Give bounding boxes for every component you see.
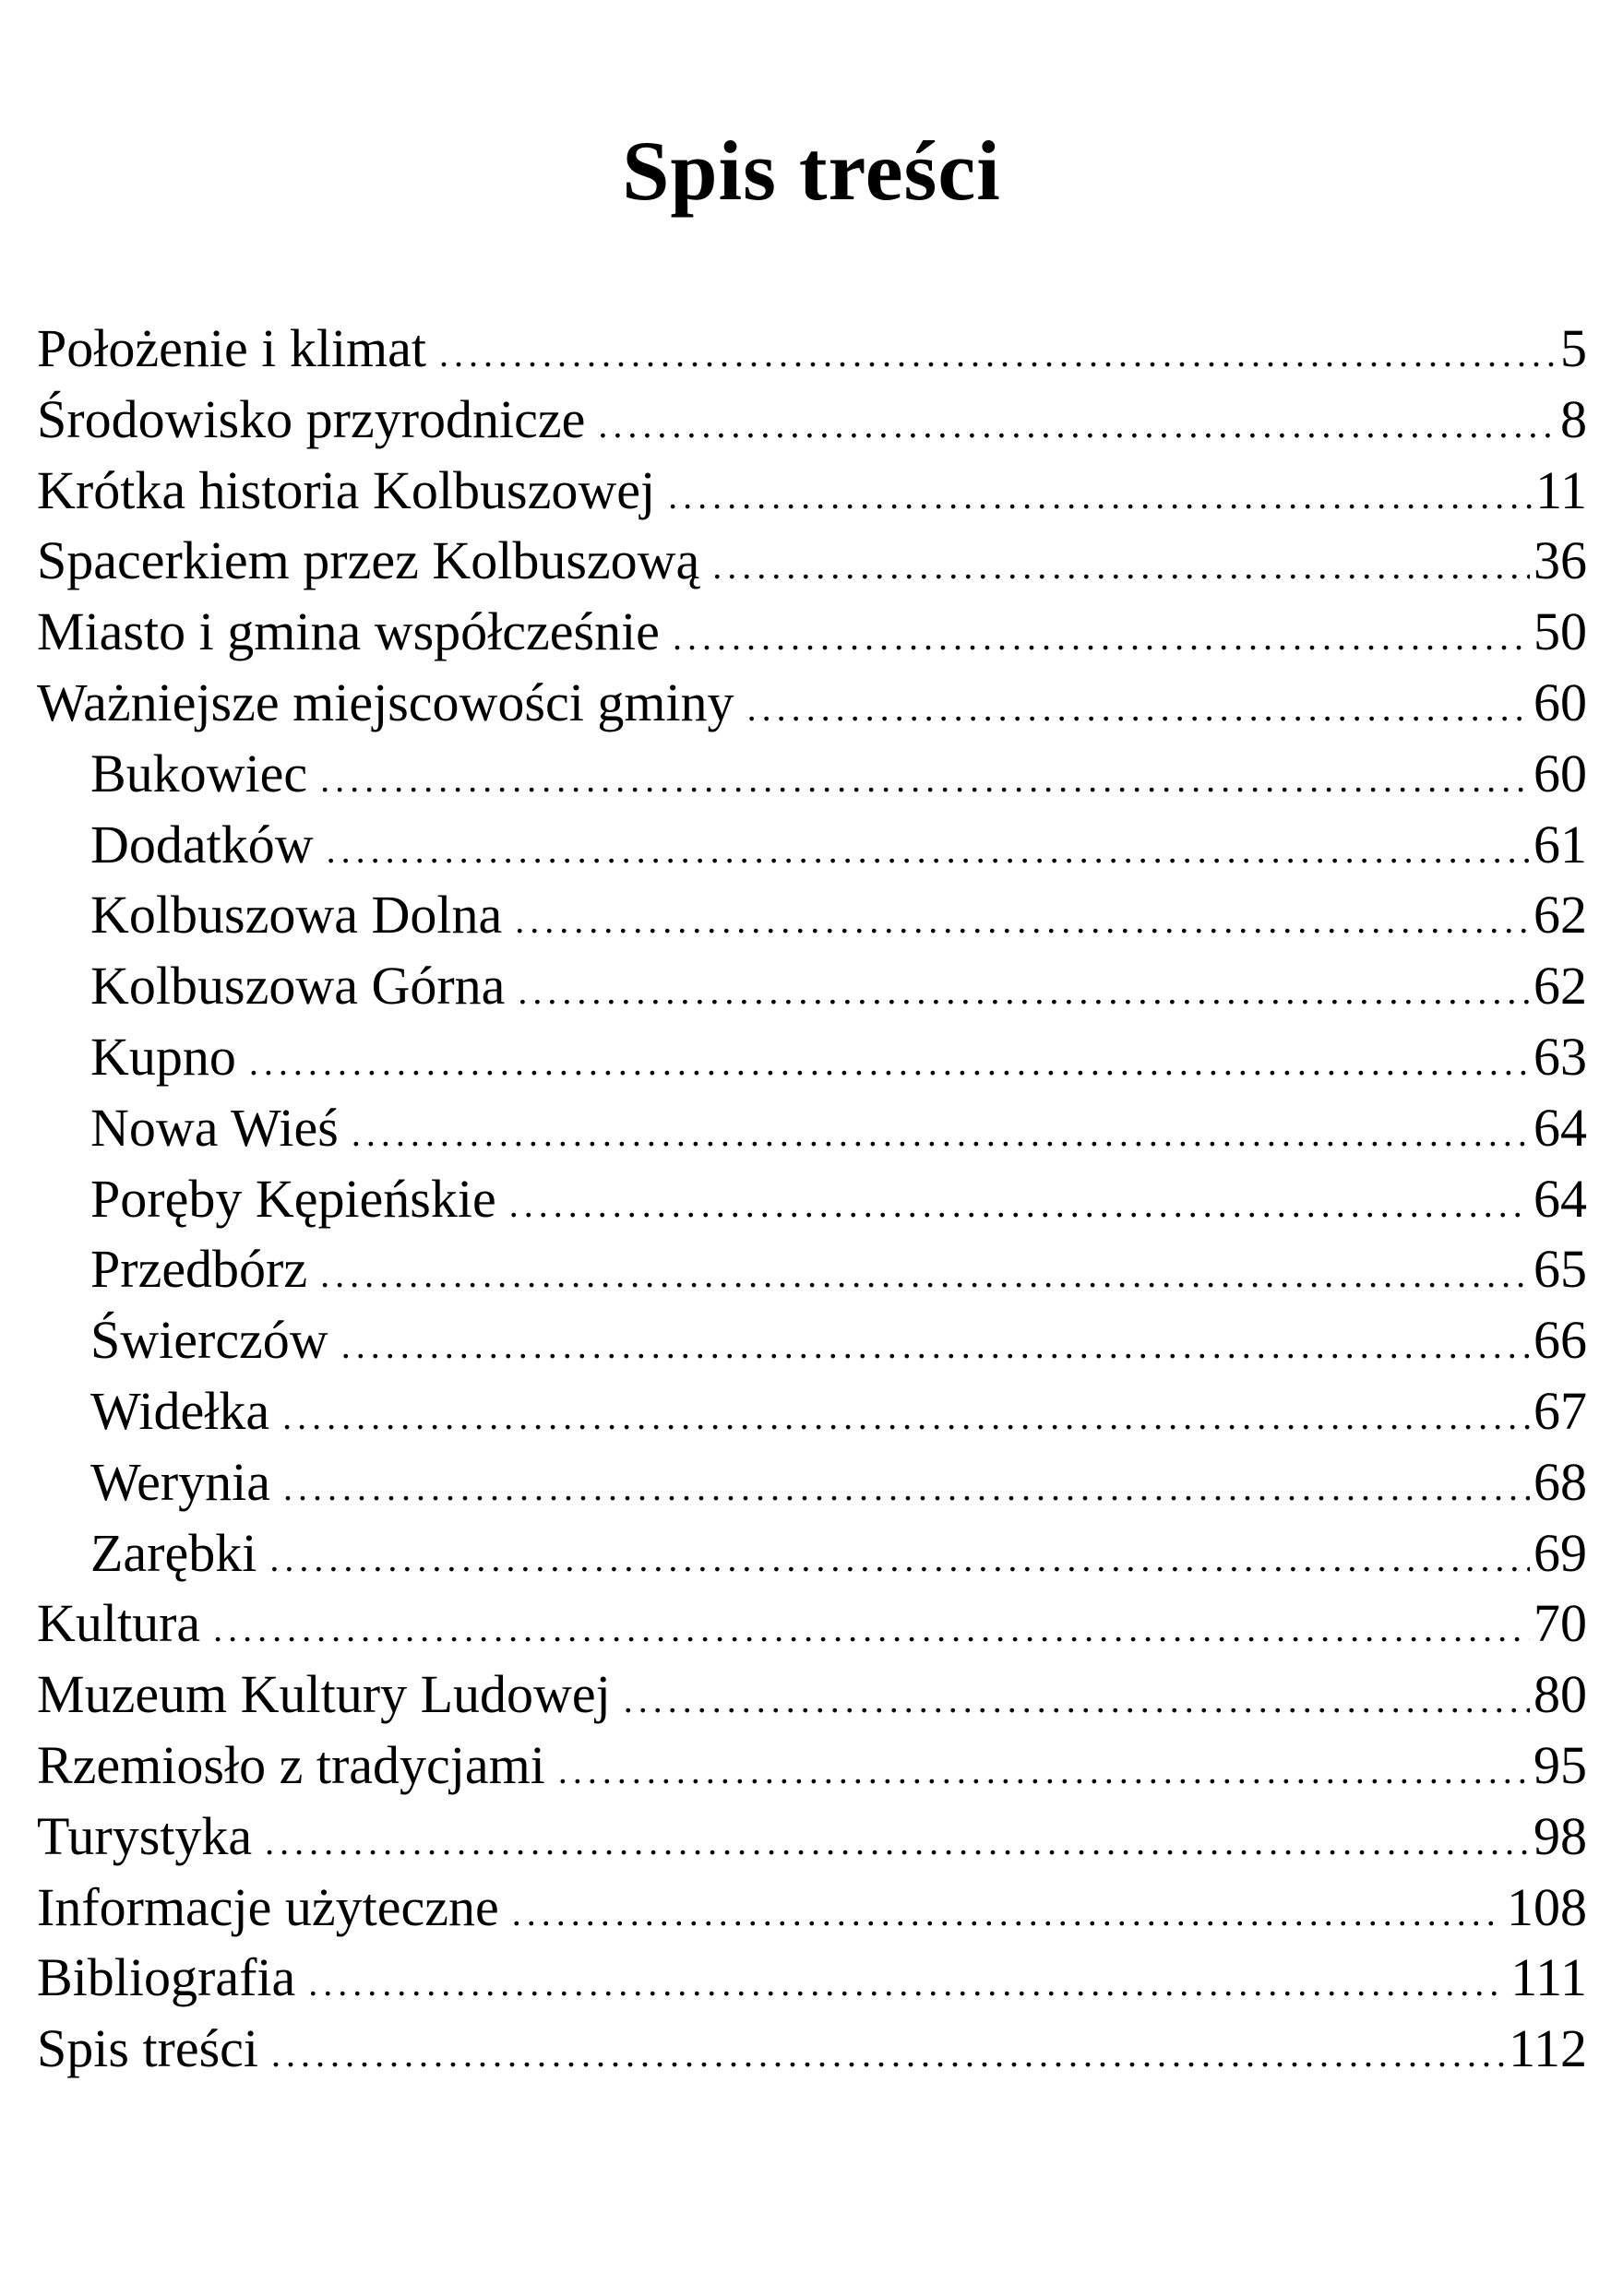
toc-page-number: 112: [1509, 2018, 1587, 2079]
toc-page-number: 60: [1533, 672, 1587, 732]
toc-dot-leader: [271, 2019, 1505, 2090]
toc-dot-leader: [673, 602, 1530, 673]
toc-dot-leader: [213, 1594, 1530, 1665]
toc-page-number: 70: [1533, 1593, 1587, 1654]
toc-subentry: [37, 739, 1587, 810]
toc-page-number: 5: [1560, 318, 1587, 378]
toc-page-number: 63: [1533, 1026, 1587, 1087]
toc-page-number: 50: [1533, 601, 1587, 662]
toc-entry-label: Dodatków: [90, 814, 314, 874]
toc-entry-label: Przedbórz: [90, 1239, 308, 1300]
toc-entry: [37, 1802, 1587, 1873]
toc-entry: [37, 1731, 1587, 1802]
toc-page-number: 68: [1533, 1451, 1587, 1512]
toc-dot-leader: [282, 1382, 1530, 1453]
toc-entry-label: Muzeum Kultury Ludowej: [37, 1664, 611, 1725]
toc-entry-label: Krótka historia Kolbuszowej: [37, 459, 656, 520]
toc-entry: [37, 1873, 1587, 1944]
toc-dot-leader: [624, 1665, 1530, 1736]
toc-entry: [37, 1588, 1587, 1660]
toc-dot-leader: [249, 1028, 1530, 1099]
toc-subentry: [37, 1093, 1587, 1164]
toc-entry: [37, 1660, 1587, 1731]
toc-entry: [37, 314, 1587, 385]
toc-dot-leader: [747, 673, 1530, 744]
toc-page-number: 61: [1533, 814, 1587, 874]
toc-entry-label: Miasto i gmina współcześnie: [37, 601, 660, 662]
toc-dot-leader: [512, 1878, 1503, 1949]
toc-entry: [37, 526, 1587, 597]
toc-page-number: 36: [1533, 530, 1587, 591]
toc-dot-leader: [283, 1453, 1530, 1524]
toc-subentry: [37, 1234, 1587, 1305]
toc-entry-label: Zarębki: [90, 1522, 257, 1583]
toc-entry-label: Bukowiec: [90, 743, 308, 803]
toc-entry-label: Spis treści: [37, 2018, 259, 2079]
toc-entry-label: Bibliografia: [37, 1947, 296, 2008]
toc-page-number: 8: [1560, 388, 1587, 449]
toc-entry: [37, 1943, 1587, 2014]
toc-entry-label: Kolbuszowa Dolna: [90, 885, 503, 946]
toc-page-number: 108: [1507, 1876, 1587, 1937]
toc-subentry: [37, 1305, 1587, 1376]
toc-dot-leader: [509, 1170, 1530, 1241]
toc-dot-leader: [558, 1736, 1530, 1807]
toc-entry-label: Werynia: [90, 1451, 271, 1512]
toc-subentry: [37, 1022, 1587, 1093]
toc-page-number: 64: [1533, 1097, 1587, 1158]
toc-page-number: 66: [1533, 1310, 1587, 1371]
toc-page-number: 62: [1533, 956, 1587, 1017]
toc-entry-label: Rzemiosło z tradycjami: [37, 1734, 545, 1795]
toc-entry-label: Świerczów: [90, 1310, 328, 1371]
toc-dot-leader: [265, 1807, 1530, 1878]
toc-page-number: 62: [1533, 885, 1587, 946]
toc-dot-leader: [439, 319, 1557, 390]
toc-page-number: 67: [1533, 1380, 1587, 1441]
toc-dot-leader: [515, 886, 1530, 957]
toc-dot-leader: [320, 1240, 1530, 1311]
toc-page-number: 95: [1533, 1734, 1587, 1795]
toc-entry-label: Położenie i klimat: [37, 318, 427, 378]
toc-entry-label: Kultura: [37, 1593, 201, 1654]
toc-entry-label: Kupno: [90, 1026, 236, 1087]
toc-subentry: [37, 1518, 1587, 1589]
toc-dot-leader: [341, 1311, 1530, 1382]
toc-entry-label: Widełka: [90, 1380, 270, 1441]
toc-page-number: 65: [1533, 1239, 1587, 1300]
toc-entry-label: Nowa Wieś: [90, 1097, 339, 1158]
toc-subentry: [37, 1447, 1587, 1518]
toc-dot-leader: [269, 1524, 1530, 1595]
toc-dot-leader: [712, 531, 1530, 602]
page-title: Spis treści: [622, 124, 1001, 218]
table-of-contents: [37, 314, 1587, 2085]
toc-page-number: 98: [1533, 1805, 1587, 1866]
toc-entry: [37, 668, 1587, 739]
toc-dot-leader: [668, 461, 1532, 532]
toc-subentry: [37, 880, 1587, 951]
toc-entry: [37, 597, 1587, 668]
toc-page-number: 111: [1510, 1947, 1587, 2008]
toc-subentry: [37, 951, 1587, 1022]
toc-entry-label: Ważniejsze miejscowości gminy: [37, 672, 734, 732]
toc-entry: [37, 385, 1587, 456]
toc-subentry: [37, 810, 1587, 881]
toc-subentry: [37, 1164, 1587, 1235]
toc-subentry: [37, 1376, 1587, 1447]
toc-page-number: 69: [1533, 1522, 1587, 1583]
toc-dot-leader: [327, 815, 1530, 886]
toc-page-number: 11: [1535, 459, 1587, 520]
toc-entry-label: Informacje użyteczne: [37, 1876, 499, 1937]
toc-entry-label: Spacerkiem przez Kolbuszową: [37, 530, 700, 591]
toc-page-number: 60: [1533, 743, 1587, 803]
toc-dot-leader: [320, 744, 1530, 815]
toc-dot-leader: [352, 1099, 1530, 1170]
toc-entry: [37, 2014, 1587, 2085]
toc-dot-leader: [598, 390, 1557, 461]
toc-entry-label: Poręby Kępieńskie: [90, 1168, 496, 1229]
toc-entry: [37, 456, 1587, 527]
toc-dot-leader: [308, 1948, 1507, 2019]
toc-entry-label: Środowisko przyrodnicze: [37, 388, 586, 449]
toc-page-number: 64: [1533, 1168, 1587, 1229]
toc-page-number: 80: [1533, 1664, 1587, 1725]
toc-dot-leader: [518, 957, 1530, 1028]
toc-entry-label: Turystyka: [37, 1805, 253, 1866]
toc-entry-label: Kolbuszowa Górna: [90, 956, 506, 1017]
